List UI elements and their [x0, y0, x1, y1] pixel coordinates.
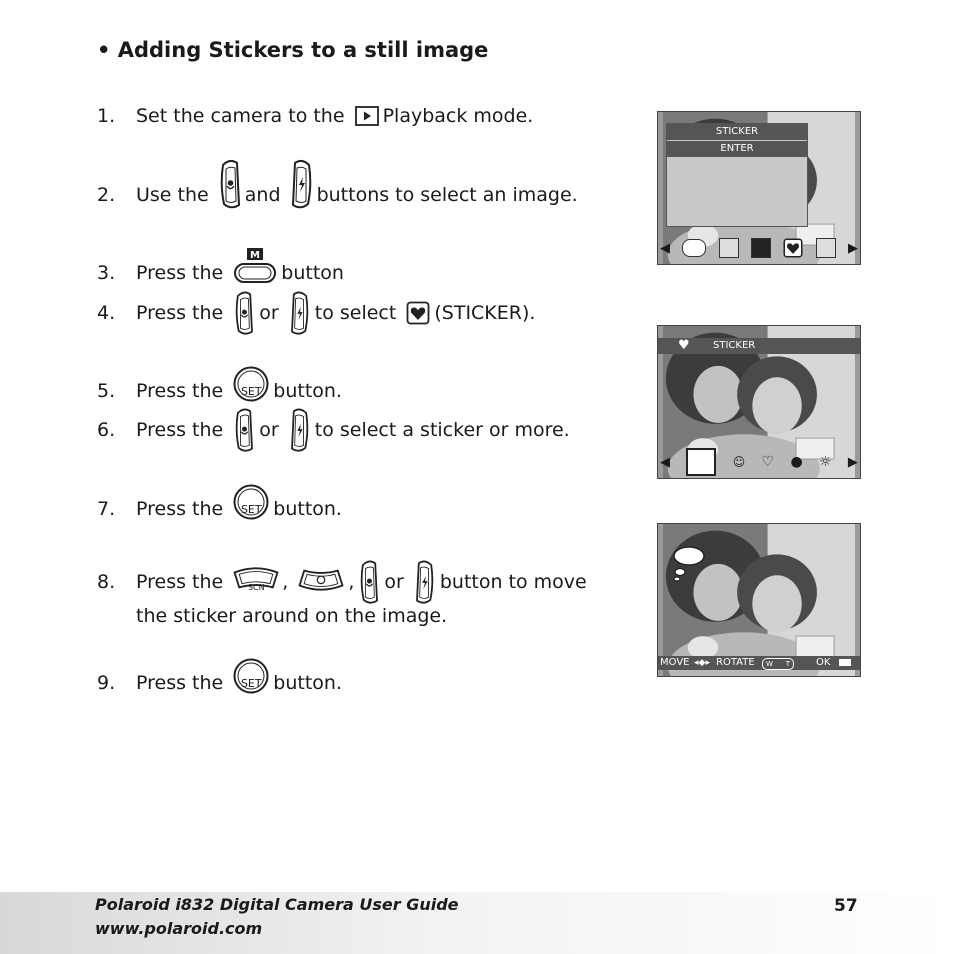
set-button-icon	[233, 484, 269, 520]
step-4: 4. Press the or to select (STICKER).	[97, 297, 535, 329]
step-5: 5. Press the SET button.	[97, 375, 342, 407]
right-arrow-icon: ▶	[847, 240, 858, 256]
function-icon-row	[658, 237, 860, 259]
set-label: SET	[240, 385, 262, 398]
frame-icon	[719, 238, 739, 258]
photo-frame-icon	[751, 238, 771, 258]
sticker-cloud-icon[interactable]	[686, 448, 716, 476]
lcd-screen-menu	[657, 111, 861, 265]
page-footer	[0, 892, 954, 954]
step-6: 6. Press the or to select a sticker or more.	[97, 414, 570, 446]
menu-item-sticker[interactable]: STICKER	[667, 124, 807, 141]
sticker-title-bar: ♥ STICKER	[658, 338, 860, 354]
menu-button-label: M	[250, 250, 261, 261]
heart-icon: ♥	[678, 338, 690, 353]
menu-button-icon	[233, 248, 277, 286]
left-arrow-icon: ◀	[660, 240, 670, 256]
right-button-icon	[291, 157, 313, 211]
left-button-icon	[233, 289, 255, 337]
right-button-icon	[414, 558, 436, 606]
set-button-icon	[233, 366, 269, 402]
guide-title: Polaroid i832 Digital Camera User Guide	[95, 895, 459, 914]
direction-arrows-icon: ◂◆▸	[694, 658, 710, 668]
set-label: SET	[240, 677, 262, 690]
step-number: 5.	[97, 380, 116, 402]
up-button-icon	[231, 565, 281, 593]
sticker-heart-icon	[406, 301, 430, 325]
sticker-menu	[666, 123, 808, 227]
left-arrow-icon: ◀	[660, 454, 670, 470]
step-number: 7.	[97, 498, 116, 520]
ok-button-icon	[839, 659, 851, 666]
right-button-icon	[289, 289, 311, 337]
move-rotate-bar: MOVE ◂◆▸ ROTATE W T OK	[658, 656, 860, 670]
sticker-face-icon[interactable]: ☺	[732, 455, 746, 469]
lcd-screen-sticker-move	[657, 523, 861, 677]
sticker-bomb-icon[interactable]: ●	[790, 454, 803, 470]
left-button-icon	[233, 406, 255, 454]
left-button-icon	[358, 558, 380, 606]
step-2: 2. Use the and buttons to select an image.	[97, 179, 578, 211]
zoom-wt-icon: W T	[762, 658, 794, 670]
step-1: 1. Set the camera to the Playback mode.	[97, 100, 533, 132]
menu-item-enter[interactable]: ENTER	[667, 141, 807, 158]
playback-icon	[355, 106, 379, 126]
sticker-heart-icon	[783, 238, 803, 258]
set-button-icon	[233, 658, 269, 694]
step-8-continuation: the sticker around on the image.	[136, 605, 448, 627]
left-button-icon	[219, 157, 241, 211]
step-number: 1.	[97, 105, 116, 127]
scn-label: SCN	[247, 583, 265, 592]
right-arrow-icon: ▶	[847, 454, 858, 470]
section-heading: • Adding Stickers to a still image	[97, 38, 489, 62]
step-number: 2.	[97, 184, 116, 206]
website-link[interactable]: www.polaroid.com	[95, 919, 263, 938]
effect-icon	[682, 239, 706, 257]
sticker-choices	[658, 451, 860, 473]
step-number: 8.	[97, 571, 116, 593]
step-3: 3. Press the M button	[97, 257, 344, 289]
step-7: 7. Press the SET button.	[97, 493, 342, 525]
step-8: 8. Press the SCN , , or button to move	[97, 566, 587, 598]
lcd-screen-sticker-select	[657, 325, 861, 479]
page-number: 57	[834, 896, 858, 916]
sticker-hearts-icon[interactable]: ♡	[761, 454, 775, 470]
step-number: 6.	[97, 419, 116, 441]
cloud-sticker-icon	[672, 544, 706, 582]
step-number: 9.	[97, 672, 116, 694]
rotate-icon	[816, 238, 836, 258]
sticker-sun-icon[interactable]: ☼	[819, 454, 832, 470]
step-number: 3.	[97, 262, 116, 284]
right-button-icon	[289, 406, 311, 454]
step-number: 4.	[97, 302, 116, 324]
set-label: SET	[240, 503, 262, 516]
step-9: 9. Press the SET button.	[97, 667, 342, 699]
down-button-icon	[296, 565, 346, 593]
